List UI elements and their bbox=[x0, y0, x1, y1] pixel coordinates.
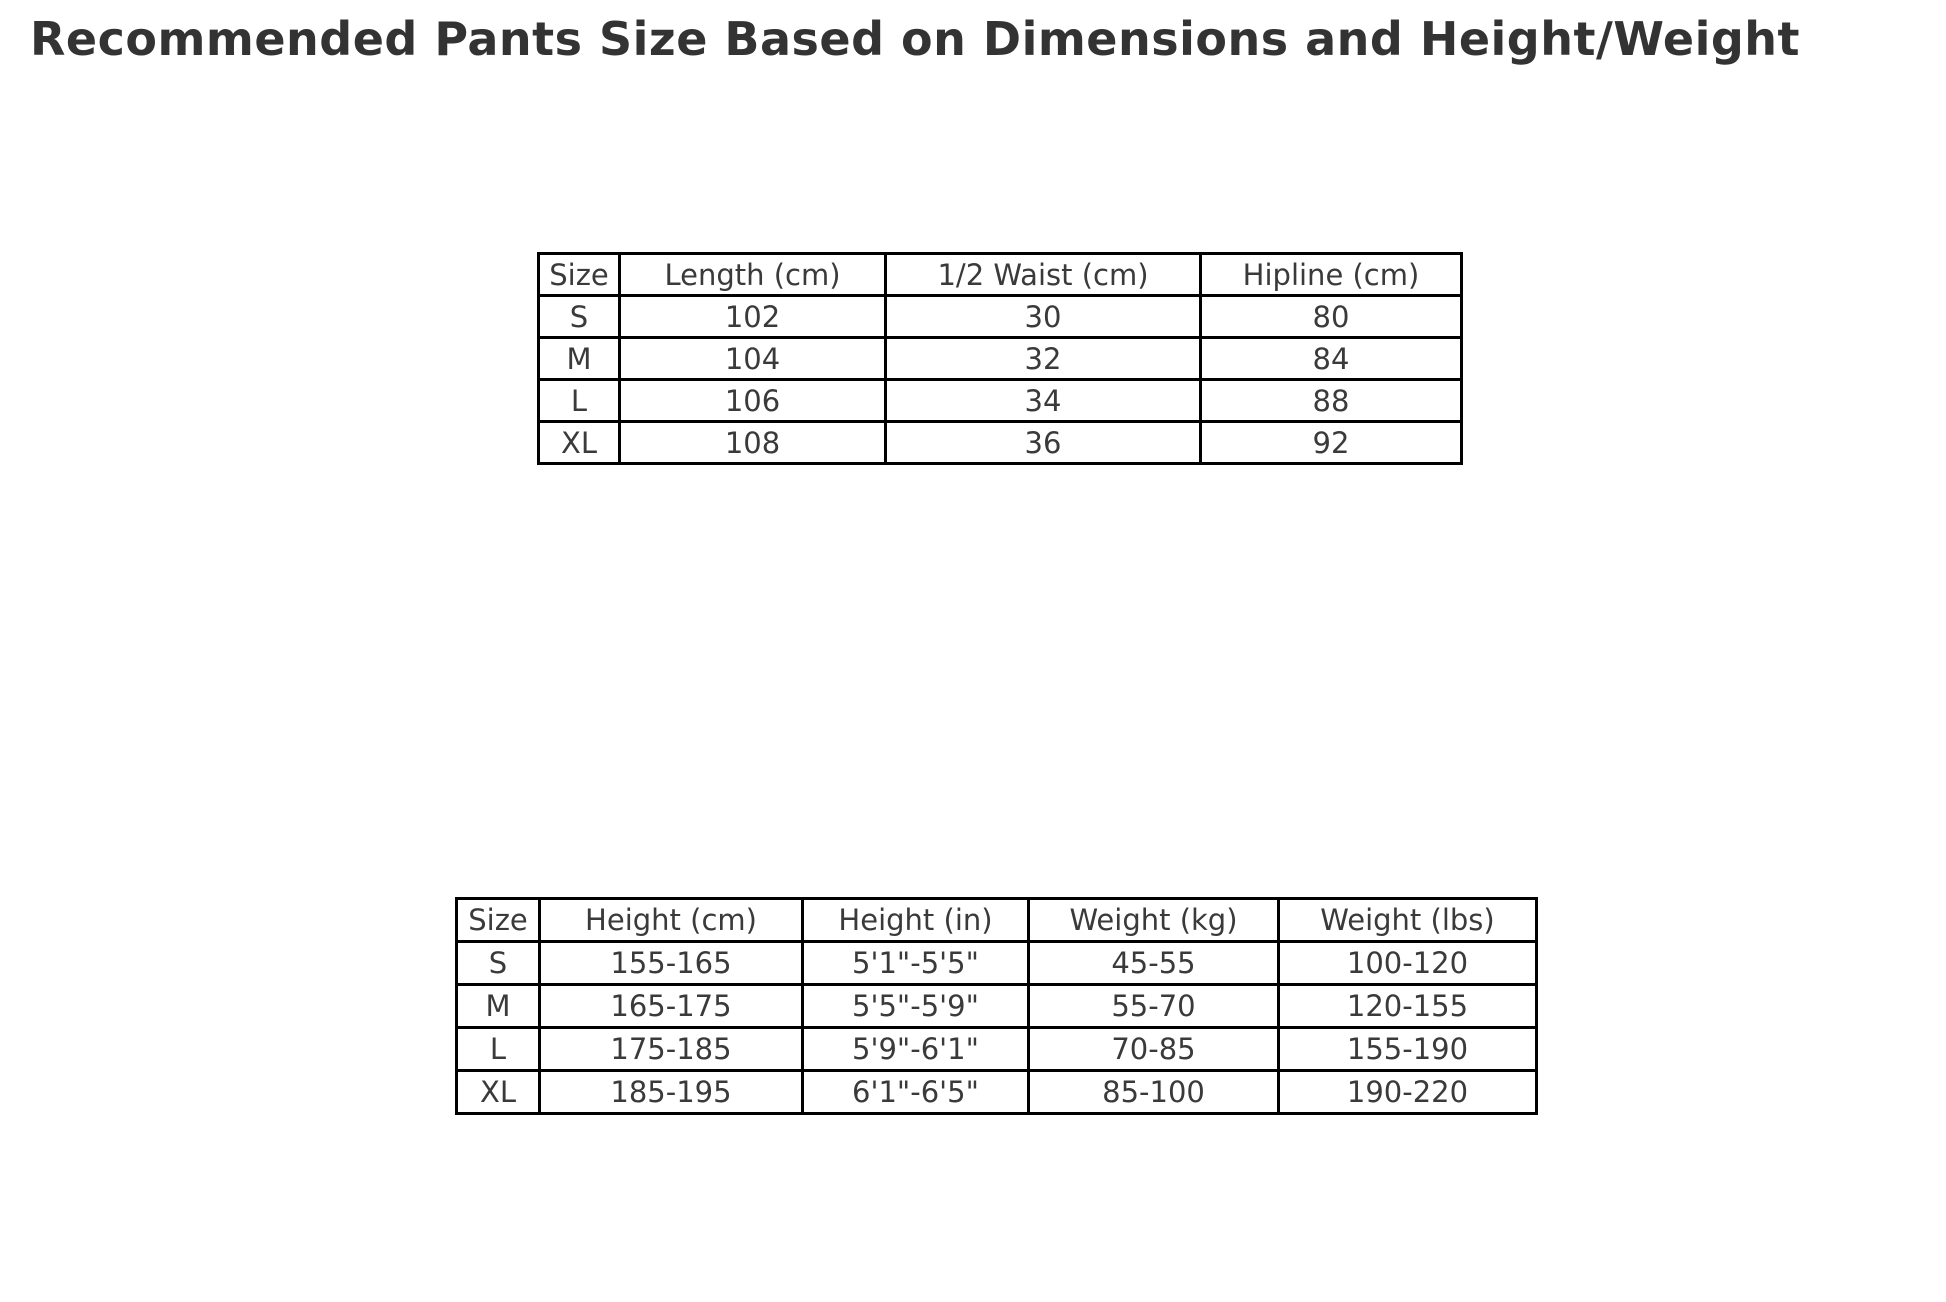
dimensions-header-size: Size bbox=[539, 254, 620, 296]
cell-hipline: 88 bbox=[1201, 380, 1462, 422]
cell-weight-lbs: 190-220 bbox=[1279, 1071, 1537, 1114]
table-row bbox=[539, 338, 1462, 380]
cell-size: XL bbox=[457, 1071, 540, 1114]
cell-height-in: 5'9"-6'1" bbox=[803, 1028, 1029, 1071]
cell-weight-kg: 45-55 bbox=[1029, 942, 1279, 985]
dimensions-header-row bbox=[539, 254, 1462, 296]
cell-height-in: 5'5"-5'9" bbox=[803, 985, 1029, 1028]
cell-half-waist: 36 bbox=[886, 422, 1201, 464]
cell-size: S bbox=[457, 942, 540, 985]
cell-weight-lbs: 100-120 bbox=[1279, 942, 1537, 985]
cell-length: 102 bbox=[620, 296, 886, 338]
hw-header-weight-kg: Weight (kg) bbox=[1029, 899, 1279, 942]
cell-height-cm: 165-175 bbox=[540, 985, 803, 1028]
cell-size: L bbox=[539, 380, 620, 422]
cell-half-waist: 34 bbox=[886, 380, 1201, 422]
cell-length: 106 bbox=[620, 380, 886, 422]
cell-length: 104 bbox=[620, 338, 886, 380]
cell-hipline: 80 bbox=[1201, 296, 1462, 338]
cell-length: 108 bbox=[620, 422, 886, 464]
table-row bbox=[457, 942, 1537, 985]
table-row bbox=[539, 422, 1462, 464]
cell-weight-kg: 85-100 bbox=[1029, 1071, 1279, 1114]
cell-size: XL bbox=[539, 422, 620, 464]
height-weight-header-row bbox=[457, 899, 1537, 942]
cell-weight-lbs: 155-190 bbox=[1279, 1028, 1537, 1071]
cell-weight-lbs: 120-155 bbox=[1279, 985, 1537, 1028]
page-title: Recommended Pants Size Based on Dimensions and Height/Weight bbox=[30, 12, 1801, 66]
hw-header-weight-lbs: Weight (lbs) bbox=[1279, 899, 1537, 942]
cell-weight-kg: 70-85 bbox=[1029, 1028, 1279, 1071]
cell-height-cm: 175-185 bbox=[540, 1028, 803, 1071]
cell-hipline: 84 bbox=[1201, 338, 1462, 380]
cell-height-in: 5'1"-5'5" bbox=[803, 942, 1029, 985]
hw-header-height-cm: Height (cm) bbox=[540, 899, 803, 942]
cell-hipline: 92 bbox=[1201, 422, 1462, 464]
cell-weight-kg: 55-70 bbox=[1029, 985, 1279, 1028]
cell-size: S bbox=[539, 296, 620, 338]
table-row bbox=[457, 1071, 1537, 1114]
dimensions-header-hipline: Hipline (cm) bbox=[1201, 254, 1462, 296]
cell-size: M bbox=[539, 338, 620, 380]
dimensions-table bbox=[537, 252, 1463, 465]
cell-height-cm: 155-165 bbox=[540, 942, 803, 985]
dimensions-header-length: Length (cm) bbox=[620, 254, 886, 296]
dimensions-header-half-waist: 1/2 Waist (cm) bbox=[886, 254, 1201, 296]
hw-header-height-in: Height (in) bbox=[803, 899, 1029, 942]
table-row bbox=[457, 985, 1537, 1028]
cell-height-cm: 185-195 bbox=[540, 1071, 803, 1114]
table-row bbox=[539, 296, 1462, 338]
cell-half-waist: 32 bbox=[886, 338, 1201, 380]
table-row bbox=[539, 380, 1462, 422]
table-row bbox=[457, 1028, 1537, 1071]
cell-size: L bbox=[457, 1028, 540, 1071]
height-weight-table bbox=[455, 897, 1538, 1115]
cell-half-waist: 30 bbox=[886, 296, 1201, 338]
cell-height-in: 6'1"-6'5" bbox=[803, 1071, 1029, 1114]
hw-header-size: Size bbox=[457, 899, 540, 942]
cell-size: M bbox=[457, 985, 540, 1028]
